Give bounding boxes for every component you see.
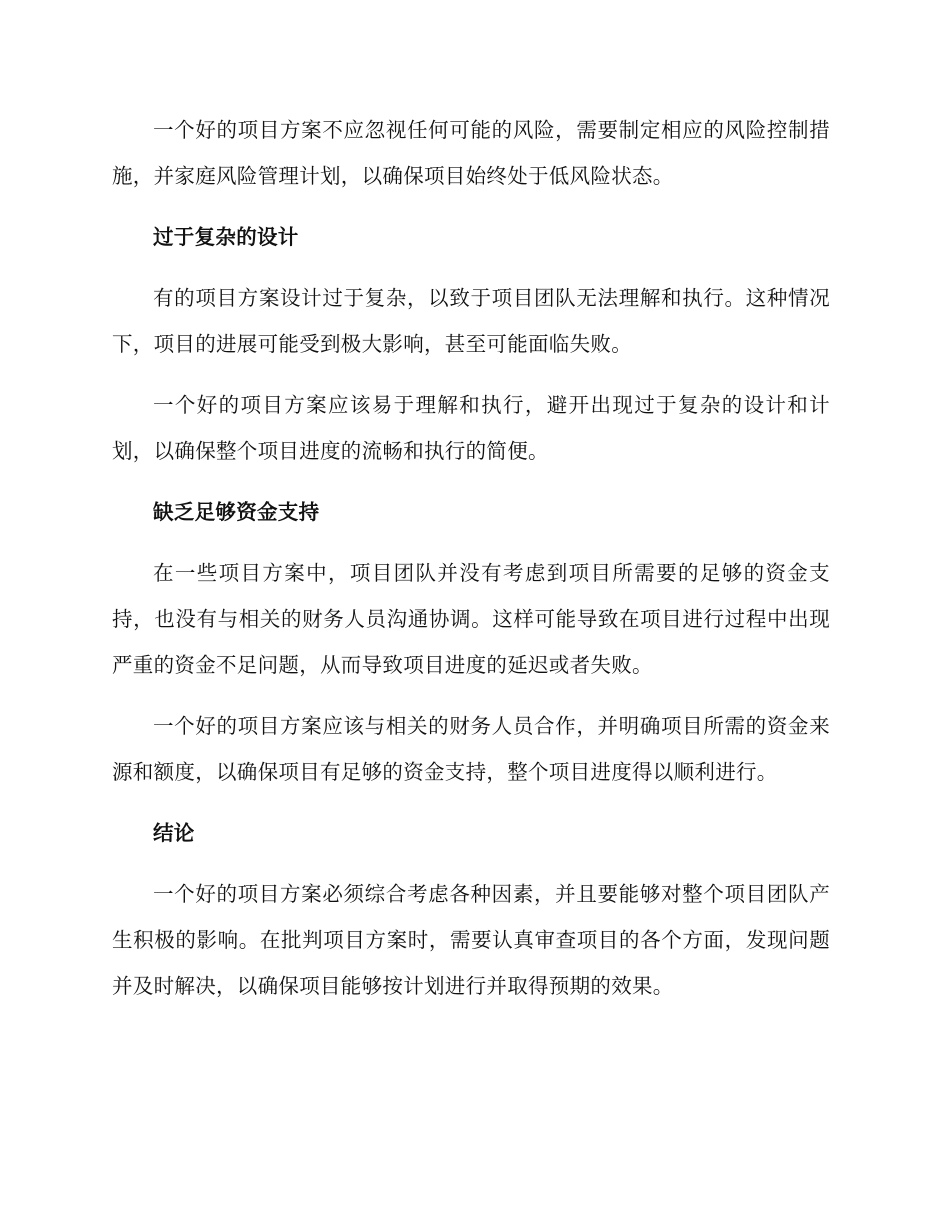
document-body [112,107,830,1024]
paragraph-risk-control: 一个好的项目方案不应忽视任何可能的风险，需要制定相应的风险控制措施，并家庭风险管理计划，以确保项目始终处于低风险状态。 [112,118,830,188]
paragraph-conclusion: 一个好的项目方案必须综合考虑各种因素，并且要能够对整个项目团队产生积极的影响。在批判项目方案时，需要认真审查项目的各个方面，发现问题并及时解决，以确保项目能够按计划进行并取得预期的效果。 [112,882,830,998]
section-heading-funding: 缺乏足够资金支持 [153,500,320,524]
paragraph-complex-design-problem: 有的项目方案设计过于复杂，以致于项目团队无法理解和执行。这种情况下，项目的进展可能受到极大影响，甚至可能面临失败。 [112,286,830,356]
paragraph-funding-problem: 在一些项目方案中，项目团队并没有考虑到项目所需要的足够的资金支持，也没有与相关的财务人员沟通协调。这样可能导致在项目进行过程中出现严重的资金不足问题，从而导致项目进度的延迟或者失败。 [112,561,830,677]
section-heading-conclusion: 结论 [153,821,195,845]
paragraph-complex-design-solution: 一个好的项目方案应该易于理解和执行，避开出现过于复杂的设计和计划，以确保整个项目进度的流畅和执行的简便。 [112,393,830,463]
paragraph-funding-solution: 一个好的项目方案应该与相关的财务人员合作，并明确项目所需的资金来源和额度，以确保项目有足够的资金支持，整个项目进度得以顺利进行。 [112,714,830,784]
section-heading-complex-design: 过于复杂的设计 [153,225,299,249]
